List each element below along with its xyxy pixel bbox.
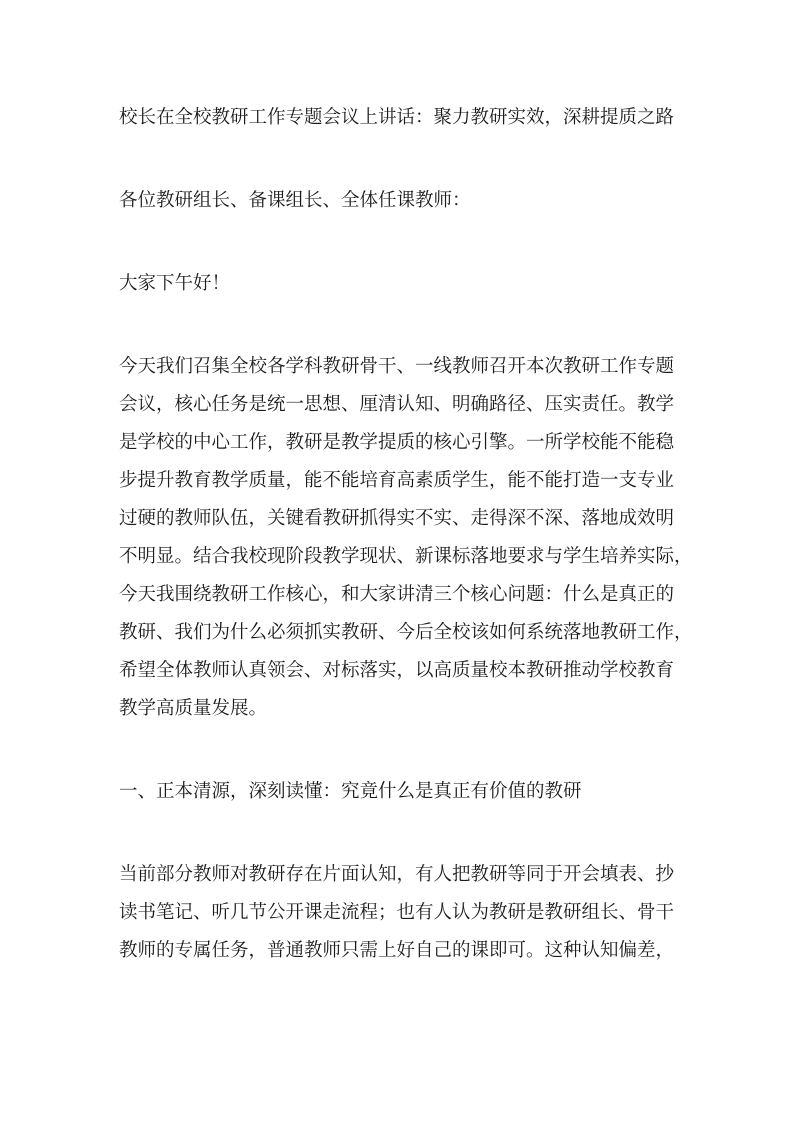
paragraph-line: 教研、我们为什么必须抓实教研、今后全校该如何系统落地教研工作，	[119, 622, 693, 643]
section-heading: 一、正本清源，深刻读懂：究竟什么是真正有价值的教研	[119, 781, 582, 802]
paragraph-line: 读书笔记、听几节公开课走流程；也有人认为教研是教研组长、骨干	[119, 902, 675, 923]
paragraph-line: 教学高质量发展。	[119, 698, 268, 719]
paragraph-line: 不明显。结合我校现阶段教学现状、新课标落地要求与学生培养实际，	[119, 546, 693, 567]
speech-title: 校长在全校教研工作专题会议上讲话：聚力教研实效，深耕提质之路	[119, 107, 675, 128]
greeting: 大家下午好！	[119, 273, 231, 294]
paragraph-line: 会议，核心任务是统一思想、厘清认知、明确路径、压实责任。教学	[119, 394, 675, 415]
paragraph-line: 当前部分教师对教研存在片面认知，有人把教研等同于开会填表、抄	[119, 864, 675, 885]
paragraph-line: 过硬的教师队伍，关键看教研抓得实不实、走得深不深、落地成效明	[119, 508, 675, 529]
paragraph-line: 希望全体教师认真领会、对标落实，以高质量校本教研推动学校教育	[119, 660, 675, 681]
paragraph-line: 今天我围绕教研工作核心，和大家讲清三个核心问题：什么是真正的	[119, 584, 675, 605]
paragraph-line: 是学校的中心工作，教研是教学提质的核心引擎。一所学校能不能稳	[119, 432, 675, 453]
salutation: 各位教研组长、备课组长、全体任课教师：	[119, 190, 471, 211]
paragraph-line: 今天我们召集全校各学科教研骨干、一线教师召开本次教研工作专题	[119, 356, 675, 377]
paragraph-line: 步提升教育教学质量，能不能培育高素质学生，能不能打造一支专业	[119, 470, 675, 491]
paragraph-line: 教师的专属任务，普通教师只需上好自己的课即可。这种认知偏差，	[119, 940, 675, 961]
